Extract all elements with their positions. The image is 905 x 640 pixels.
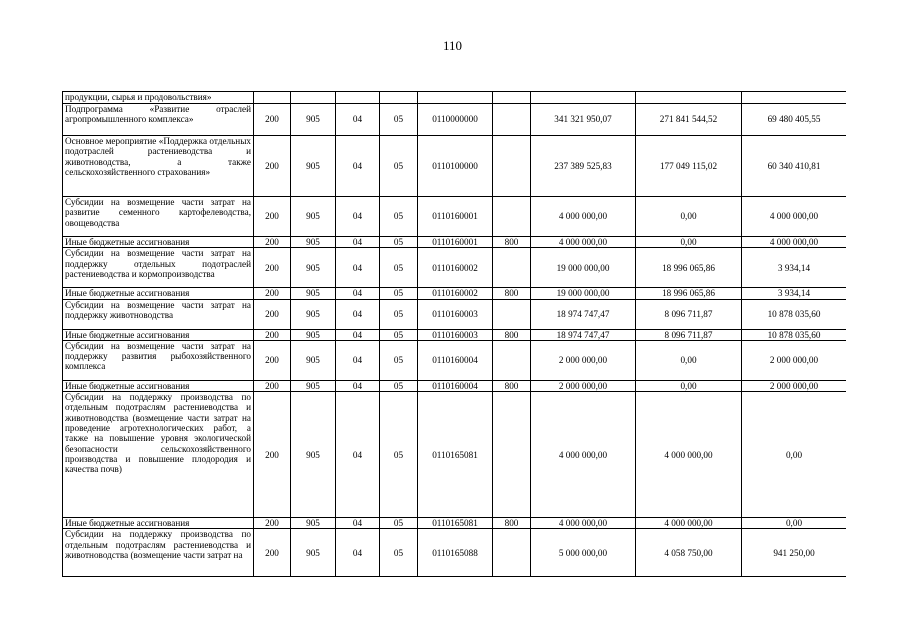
cell-subchapter-code: 05 [380, 529, 418, 577]
cell-executed-amount: 4 058 750,00 [636, 529, 742, 577]
cell-plan-amount: 2 000 000,00 [531, 380, 636, 391]
cell-subchapter-code: 05 [380, 104, 418, 136]
cell-ministry-code: 905 [291, 197, 336, 237]
cell-subchapter-code: 05 [380, 237, 418, 248]
cell-remaining-amount [742, 92, 847, 104]
cell-row-name: Субсидии на возмещение части затрат на поддержку отдельных подотраслей растениеводства и кормопроизводства [63, 248, 254, 288]
cell-executed-amount: 271 841 544,52 [636, 104, 742, 136]
cell-target-article-code: 0110000000 [418, 104, 493, 136]
cell-row-name: Иные бюджетные ассигнования [63, 288, 254, 299]
table-row [63, 197, 847, 237]
cell-section-code: 200 [254, 248, 291, 288]
cell-section-code: 200 [254, 237, 291, 248]
cell-expense-type-code [493, 92, 531, 104]
cell-plan-amount: 19 000 000,00 [531, 248, 636, 288]
cell-row-name: Субсидии на поддержку производства по отдельным подотраслям растениеводства и животноводства (возмещение части затрат на [63, 529, 254, 577]
cell-subchapter-code: 05 [380, 380, 418, 391]
cell-subchapter-code: 05 [380, 197, 418, 237]
cell-plan-amount: 4 000 000,00 [531, 518, 636, 529]
cell-row-name: Субсидии на возмещение части затрат на развитие семенного картофелеводства, овощеводства [63, 197, 254, 237]
cell-plan-amount: 4 000 000,00 [531, 237, 636, 248]
cell-subchapter-code: 05 [380, 329, 418, 340]
cell-ministry-code: 905 [291, 518, 336, 529]
cell-expense-type-code: 800 [493, 288, 531, 299]
cell-plan-amount [531, 92, 636, 104]
cell-subchapter-code: 05 [380, 288, 418, 299]
cell-target-article-code: 0110165088 [418, 529, 493, 577]
cell-target-article-code: 0110160003 [418, 329, 493, 340]
cell-remaining-amount: 2 000 000,00 [742, 340, 847, 380]
cell-remaining-amount: 0,00 [742, 392, 847, 518]
cell-executed-amount: 8 096 711,87 [636, 329, 742, 340]
cell-section-code: 200 [254, 529, 291, 577]
cell-ministry-code: 905 [291, 288, 336, 299]
cell-ministry-code: 905 [291, 299, 336, 329]
cell-plan-amount: 341 321 950,07 [531, 104, 636, 136]
cell-expense-type-code [493, 248, 531, 288]
cell-executed-amount: 0,00 [636, 380, 742, 391]
cell-section-code: 200 [254, 392, 291, 518]
cell-chapter-code: 04 [336, 380, 380, 391]
cell-row-name: Иные бюджетные ассигнования [63, 518, 254, 529]
cell-expense-type-code: 800 [493, 237, 531, 248]
cell-target-article-code: 0110100000 [418, 136, 493, 197]
cell-chapter-code: 04 [336, 288, 380, 299]
cell-expense-type-code: 800 [493, 518, 531, 529]
cell-subchapter-code: 05 [380, 136, 418, 197]
cell-ministry-code: 905 [291, 237, 336, 248]
cell-target-article-code: 0110160002 [418, 288, 493, 299]
cell-row-name: продукции, сырья и продовольствия» [63, 92, 254, 104]
cell-section-code: 200 [254, 136, 291, 197]
cell-expense-type-code [493, 299, 531, 329]
cell-target-article-code: 0110160002 [418, 248, 493, 288]
cell-chapter-code: 04 [336, 248, 380, 288]
cell-expense-type-code: 800 [493, 329, 531, 340]
cell-subchapter-code: 05 [380, 299, 418, 329]
table-row [63, 136, 847, 197]
cell-row-name: Основное мероприятие «Поддержка отдельных подотраслей растениеводства и животноводства, а также сельскохозяйственного страхования» [63, 136, 254, 197]
cell-expense-type-code: 800 [493, 380, 531, 391]
cell-row-name: Иные бюджетные ассигнования [63, 329, 254, 340]
cell-section-code [254, 92, 291, 104]
cell-chapter-code: 04 [336, 136, 380, 197]
cell-subchapter-code [380, 92, 418, 104]
cell-plan-amount: 4 000 000,00 [531, 197, 636, 237]
cell-executed-amount: 4 000 000,00 [636, 518, 742, 529]
cell-expense-type-code [493, 104, 531, 136]
cell-ministry-code: 905 [291, 248, 336, 288]
cell-ministry-code: 905 [291, 392, 336, 518]
cell-chapter-code: 04 [336, 104, 380, 136]
cell-executed-amount: 0,00 [636, 237, 742, 248]
cell-remaining-amount: 69 480 405,55 [742, 104, 847, 136]
cell-section-code: 200 [254, 299, 291, 329]
cell-section-code: 200 [254, 340, 291, 380]
cell-chapter-code: 04 [336, 329, 380, 340]
cell-expense-type-code [493, 392, 531, 518]
cell-row-name: Субсидии на возмещение части затрат на поддержку развития рыбохозяйственного комплекса [63, 340, 254, 380]
cell-target-article-code: 0110160001 [418, 237, 493, 248]
cell-target-article-code: 0110160001 [418, 197, 493, 237]
cell-target-article-code: 0110160003 [418, 299, 493, 329]
cell-executed-amount: 8 096 711,87 [636, 299, 742, 329]
table-row [63, 299, 847, 329]
table-row [63, 329, 847, 340]
cell-row-name: Субсидии на поддержку производства по отдельным подотраслям растениеводства и животноводства (возмещение части затрат на проведение агротехнологических работ, а также на повышение уровня экологической безопасности сельскохозяйственного производства и повышение плодородия и качества почв) [63, 392, 254, 518]
cell-chapter-code: 04 [336, 518, 380, 529]
cell-expense-type-code [493, 529, 531, 577]
cell-remaining-amount: 941 250,00 [742, 529, 847, 577]
cell-target-article-code: 0110160004 [418, 380, 493, 391]
cell-ministry-code: 905 [291, 104, 336, 136]
page-number: 110 [442, 38, 463, 53]
cell-expense-type-code [493, 340, 531, 380]
cell-plan-amount: 237 389 525,83 [531, 136, 636, 197]
cell-ministry-code: 905 [291, 380, 336, 391]
cell-chapter-code: 04 [336, 197, 380, 237]
cell-ministry-code [291, 92, 336, 104]
cell-subchapter-code: 05 [380, 248, 418, 288]
cell-plan-amount: 4 000 000,00 [531, 392, 636, 518]
cell-remaining-amount: 3 934,14 [742, 288, 847, 299]
cell-target-article-code: 0110160004 [418, 340, 493, 380]
cell-ministry-code: 905 [291, 340, 336, 380]
cell-remaining-amount: 60 340 410,81 [742, 136, 847, 197]
cell-ministry-code: 905 [291, 329, 336, 340]
cell-remaining-amount: 10 878 035,60 [742, 299, 847, 329]
table-row [63, 340, 847, 380]
table-row [63, 518, 847, 529]
cell-plan-amount: 19 000 000,00 [531, 288, 636, 299]
cell-section-code: 200 [254, 518, 291, 529]
cell-expense-type-code [493, 197, 531, 237]
cell-executed-amount [636, 92, 742, 104]
cell-target-article-code: 0110165081 [418, 518, 493, 529]
cell-plan-amount: 5 000 000,00 [531, 529, 636, 577]
cell-row-name: Подпрограмма «Развитие отраслей агропромышленного комплекса» [63, 104, 254, 136]
cell-section-code: 200 [254, 197, 291, 237]
cell-subchapter-code: 05 [380, 518, 418, 529]
cell-chapter-code [336, 92, 380, 104]
cell-target-article-code [418, 92, 493, 104]
table-row [63, 104, 847, 136]
table-row [63, 392, 847, 518]
cell-ministry-code: 905 [291, 136, 336, 197]
cell-row-name: Субсидии на возмещение части затрат на поддержку животноводства [63, 299, 254, 329]
cell-section-code: 200 [254, 329, 291, 340]
cell-remaining-amount: 0,00 [742, 518, 847, 529]
cell-executed-amount: 4 000 000,00 [636, 392, 742, 518]
table-row [63, 92, 847, 104]
cell-ministry-code: 905 [291, 529, 336, 577]
cell-remaining-amount: 4 000 000,00 [742, 237, 847, 248]
cell-plan-amount: 2 000 000,00 [531, 340, 636, 380]
cell-target-article-code: 0110165081 [418, 392, 493, 518]
cell-executed-amount: 0,00 [636, 197, 742, 237]
cell-chapter-code: 04 [336, 299, 380, 329]
cell-executed-amount: 0,00 [636, 340, 742, 380]
cell-remaining-amount: 10 878 035,60 [742, 329, 847, 340]
table-row [63, 380, 847, 391]
table-row [63, 237, 847, 248]
table-row [63, 529, 847, 577]
cell-executed-amount: 18 996 065,86 [636, 248, 742, 288]
budget-table-container [62, 91, 846, 631]
cell-subchapter-code: 05 [380, 392, 418, 518]
cell-subchapter-code: 05 [380, 340, 418, 380]
cell-chapter-code: 04 [336, 340, 380, 380]
cell-chapter-code: 04 [336, 392, 380, 518]
cell-remaining-amount: 2 000 000,00 [742, 380, 847, 391]
budget-table-body [63, 92, 847, 577]
cell-remaining-amount: 3 934,14 [742, 248, 847, 288]
cell-section-code: 200 [254, 288, 291, 299]
cell-expense-type-code [493, 136, 531, 197]
cell-executed-amount: 18 996 065,86 [636, 288, 742, 299]
cell-plan-amount: 18 974 747,47 [531, 329, 636, 340]
cell-plan-amount: 18 974 747,47 [531, 299, 636, 329]
cell-section-code: 200 [254, 104, 291, 136]
cell-chapter-code: 04 [336, 237, 380, 248]
table-row [63, 288, 847, 299]
cell-remaining-amount: 4 000 000,00 [742, 197, 847, 237]
budget-table [62, 91, 846, 577]
cell-chapter-code: 04 [336, 529, 380, 577]
cell-row-name: Иные бюджетные ассигнования [63, 237, 254, 248]
table-row [63, 248, 847, 288]
cell-row-name: Иные бюджетные ассигнования [63, 380, 254, 391]
cell-section-code: 200 [254, 380, 291, 391]
cell-executed-amount: 177 049 115,02 [636, 136, 742, 197]
